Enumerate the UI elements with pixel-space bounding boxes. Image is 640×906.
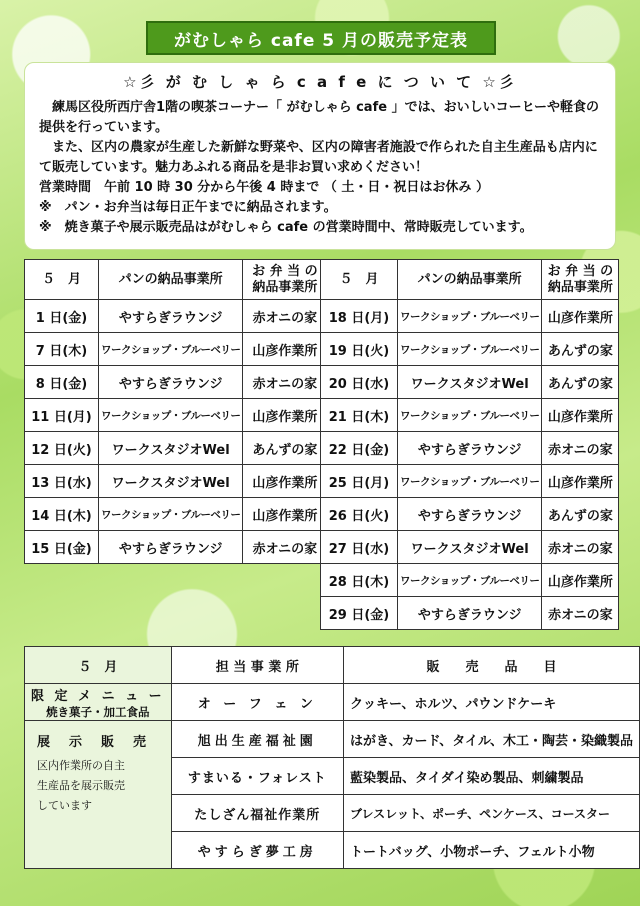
bento-supplier: 赤オニの家 bbox=[542, 432, 619, 465]
header-bread: パンの納品事業所 bbox=[99, 260, 243, 300]
bread-supplier: ワークスタジオWel bbox=[398, 366, 542, 399]
delivery-date: 14 日(木) bbox=[25, 498, 99, 531]
schedule-row bbox=[321, 531, 619, 564]
bento-supplier: 山彦作業所 bbox=[542, 399, 619, 432]
schedule-row bbox=[25, 399, 327, 432]
bento-supplier: 山彦作業所 bbox=[243, 498, 327, 531]
delivery-date: 27 日(水) bbox=[321, 531, 398, 564]
note-sales: ※ 焼き菓子や展示販売品はがむしゃら cafe の営業時間中、常時販売しています。 bbox=[39, 220, 533, 235]
limited-menu-items: クッキー、ホルツ、パウンドケーキ bbox=[343, 684, 639, 721]
exhibit-items: 藍染製品、タイダイ染め製品、刺繍製品 bbox=[343, 758, 639, 795]
bread-supplier: ワークショップ・ブルーベリー bbox=[99, 498, 243, 531]
bread-supplier: ワークショップ・ブルーベリー bbox=[398, 399, 542, 432]
bread-supplier: ワークショップ・ブルーベリー bbox=[99, 399, 243, 432]
about-heading: ☆彡 が む し ゃ ら c a f e に つ い て ☆彡 bbox=[123, 73, 517, 91]
schedule-row bbox=[321, 399, 619, 432]
limited-menu-office: オ ー フ ェ ン bbox=[171, 684, 343, 721]
products-header-month: ５ 月 bbox=[25, 647, 172, 684]
note-delivery: ※ パン・お弁当は毎日正午までに納品されます。 bbox=[39, 200, 337, 215]
bento-supplier: あんずの家 bbox=[542, 498, 619, 531]
bread-supplier: やすらぎラウンジ bbox=[398, 597, 542, 630]
bread-supplier: ワークスタジオWel bbox=[99, 465, 243, 498]
bento-supplier: 赤オニの家 bbox=[243, 366, 327, 399]
header-month: ５ 月 bbox=[25, 260, 99, 300]
exhibit-row bbox=[25, 721, 640, 758]
schedule-row bbox=[321, 597, 619, 630]
products-header-items: 販 売 品 目 bbox=[343, 647, 639, 684]
limited-menu-title: 限 定 メ ニ ュ ー bbox=[31, 688, 165, 704]
delivery-date: 15 日(金) bbox=[25, 531, 99, 564]
header-bento-line2: 納品事業所 bbox=[547, 279, 613, 295]
schedule-left-body bbox=[25, 300, 327, 564]
bento-supplier: あんずの家 bbox=[542, 333, 619, 366]
about-box bbox=[24, 62, 616, 250]
delivery-date: 11 日(月) bbox=[25, 399, 99, 432]
header-bento-line1: お 弁 当 の bbox=[547, 263, 614, 279]
limited-menu-subtitle: 焼き菓子・加工食品 bbox=[46, 704, 150, 719]
header-bento-line1: お 弁 当 の bbox=[252, 263, 318, 279]
delivery-date: 8 日(金) bbox=[25, 366, 99, 399]
bento-supplier: 山彦作業所 bbox=[542, 465, 619, 498]
schedule-row bbox=[321, 333, 619, 366]
bento-supplier: 山彦作業所 bbox=[243, 465, 327, 498]
exhibit-items: トートバッグ、小物ポーチ、フェルト小物 bbox=[343, 832, 639, 869]
business-hours: 営業時間 午前 10 時 30 分から午後 4 時まで （ 土・日・祝日はお休み ） bbox=[39, 180, 489, 195]
bread-supplier: ワークショップ・ブルーベリー bbox=[398, 300, 542, 333]
products-table bbox=[24, 646, 640, 869]
schedule-header-row bbox=[321, 260, 619, 300]
bento-supplier: 赤オニの家 bbox=[542, 531, 619, 564]
exhibit-desc-line3: しています bbox=[37, 799, 92, 812]
schedule-row bbox=[25, 465, 327, 498]
header-bread: パンの納品事業所 bbox=[398, 260, 542, 300]
delivery-date: 25 日(月) bbox=[321, 465, 398, 498]
exhibit-items: はがき、カード、タイル、木工・陶芸・染織製品 bbox=[343, 721, 639, 758]
bread-supplier: ワークショップ・ブルーベリー bbox=[398, 564, 542, 597]
delivery-date: 26 日(火) bbox=[321, 498, 398, 531]
limited-menu-row bbox=[25, 684, 640, 721]
delivery-date: 12 日(火) bbox=[25, 432, 99, 465]
bread-supplier: やすらぎラウンジ bbox=[99, 531, 243, 564]
header-bento bbox=[542, 260, 619, 300]
delivery-date: 13 日(水) bbox=[25, 465, 99, 498]
delivery-date: 18 日(月) bbox=[321, 300, 398, 333]
about-intro: 練馬区役所西庁舎1階の喫茶コーナー「 がむしゃら cafe 」では、おいしいコーヒーや軽食の提供を行っています。 bbox=[39, 100, 600, 135]
exhibit-category bbox=[25, 721, 172, 869]
exhibit-office: すまいる・フォレスト bbox=[171, 758, 343, 795]
schedule-table-right bbox=[320, 259, 619, 630]
delivery-date: 22 日(金) bbox=[321, 432, 398, 465]
about-products: また、区内の農家が生産した新鮮な野菜や、区内の障害者施設で作られた自主生産品も店内にて販売しています。魅力あふれる商品を是非お買い求めください！ bbox=[39, 140, 598, 175]
delivery-date: 21 日(木) bbox=[321, 399, 398, 432]
schedule-row bbox=[25, 333, 327, 366]
delivery-date: 1 日(金) bbox=[25, 300, 99, 333]
delivery-date: 19 日(火) bbox=[321, 333, 398, 366]
delivery-date: 7 日(木) bbox=[25, 333, 99, 366]
bento-supplier: あんずの家 bbox=[243, 432, 327, 465]
bread-supplier: ワークショップ・ブルーベリー bbox=[99, 333, 243, 366]
bread-supplier: やすらぎラウンジ bbox=[99, 300, 243, 333]
schedule-right-body bbox=[321, 300, 619, 630]
exhibit-title: 展 示 販 売 bbox=[37, 735, 150, 750]
schedule-row bbox=[321, 432, 619, 465]
products-header-row bbox=[25, 647, 640, 684]
bento-supplier: 赤オニの家 bbox=[243, 300, 327, 333]
exhibit-office: たしざん福祉作業所 bbox=[171, 795, 343, 832]
schedule-row bbox=[25, 498, 327, 531]
schedule-row bbox=[321, 465, 619, 498]
exhibit-desc-line1: 区内作業所の自主 bbox=[37, 759, 125, 772]
exhibit-office: やすらぎ夢工房 bbox=[171, 832, 343, 869]
bento-supplier: 山彦作業所 bbox=[243, 399, 327, 432]
bread-supplier: ワークショップ・ブルーベリー bbox=[398, 333, 542, 366]
schedule-row bbox=[321, 366, 619, 399]
bread-supplier: やすらぎラウンジ bbox=[398, 432, 542, 465]
header-bento-line2: 納品事業所 bbox=[252, 279, 318, 295]
delivery-date: 20 日(水) bbox=[321, 366, 398, 399]
bento-supplier: あんずの家 bbox=[542, 366, 619, 399]
schedule-table-left bbox=[24, 259, 327, 564]
bread-supplier: やすらぎラウンジ bbox=[398, 498, 542, 531]
schedule-row bbox=[321, 564, 619, 597]
schedule-row bbox=[25, 366, 327, 399]
bento-supplier: 山彦作業所 bbox=[542, 564, 619, 597]
exhibit-items: ブレスレット、ポーチ、ペンケース、コースター bbox=[343, 795, 639, 832]
delivery-date: 28 日(木) bbox=[321, 564, 398, 597]
exhibit-desc-line2: 生産品を展示販売 bbox=[37, 779, 125, 792]
products-header-office: 担 当 事 業 所 bbox=[171, 647, 343, 684]
bento-supplier: 山彦作業所 bbox=[542, 300, 619, 333]
bento-supplier: 赤オニの家 bbox=[542, 597, 619, 630]
page-title: がむしゃら cafe 5 月の販売予定表 bbox=[146, 21, 496, 55]
schedule-row bbox=[25, 531, 327, 564]
bread-supplier: ワークショップ・ブルーベリー bbox=[398, 465, 542, 498]
exhibit-office: 旭出生産福祉園 bbox=[171, 721, 343, 758]
header-bento bbox=[243, 260, 327, 300]
bread-supplier: やすらぎラウンジ bbox=[99, 366, 243, 399]
schedule-row bbox=[25, 432, 327, 465]
bento-supplier: 赤オニの家 bbox=[243, 531, 327, 564]
schedule-header-row bbox=[25, 260, 327, 300]
header-month: ５ 月 bbox=[321, 260, 398, 300]
bread-supplier: ワークスタジオWel bbox=[99, 432, 243, 465]
schedule-row bbox=[25, 300, 327, 333]
schedule-row bbox=[321, 498, 619, 531]
limited-menu-category bbox=[25, 684, 172, 721]
delivery-date: 29 日(金) bbox=[321, 597, 398, 630]
exhibit-description bbox=[37, 756, 165, 816]
bread-supplier: ワークスタジオWel bbox=[398, 531, 542, 564]
bento-supplier: 山彦作業所 bbox=[243, 333, 327, 366]
schedule-row bbox=[321, 300, 619, 333]
